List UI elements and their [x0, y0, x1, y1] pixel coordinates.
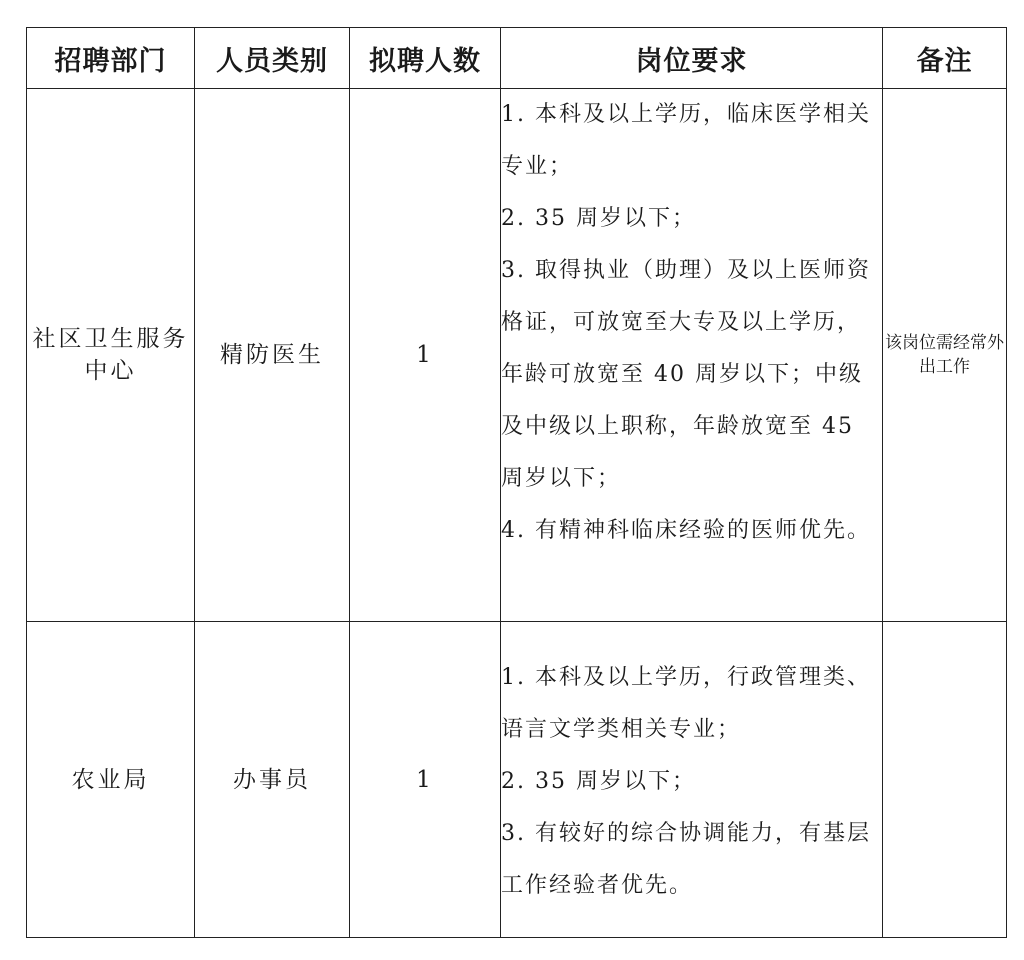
category-cell: 办事员 — [195, 622, 350, 938]
department-cell: 农业局 — [27, 622, 195, 938]
header-department: 招聘部门 — [27, 28, 195, 89]
requirement-item: 2. 35 周岁以下； — [501, 769, 696, 794]
category-cell: 精防医生 — [195, 89, 350, 622]
requirement-item: 1. 本科及以上学历，行政管理类、语言文学类相关专业； — [501, 665, 871, 742]
table-row — [27, 622, 1007, 938]
requirements-cell — [501, 89, 883, 622]
notes-cell — [883, 622, 1007, 938]
header-count: 拟聘人数 — [350, 28, 501, 89]
requirement-item: 3. 取得执业（助理）及以上医师资格证，可放宽至大专及以上学历，年龄可放宽至 40 周岁以下；中级及中级以上职称，年龄放宽至 45 周岁以下； — [501, 258, 871, 491]
count-cell: 1 — [350, 89, 501, 622]
requirements-cell — [501, 622, 883, 938]
recruitment-table — [26, 27, 1007, 938]
requirement-item: 4. 有精神科临床经验的医师优先。 — [501, 518, 871, 543]
header-notes: 备注 — [883, 28, 1007, 89]
notes-cell: 该岗位需经常外出工作 — [883, 89, 1007, 622]
table-row — [27, 89, 1007, 622]
requirement-item: 3. 有较好的综合协调能力，有基层工作经验者优先。 — [501, 821, 871, 898]
requirement-item: 1. 本科及以上学历，临床医学相关专业； — [501, 102, 871, 179]
header-requirements: 岗位要求 — [501, 28, 883, 89]
requirement-item: 2. 35 周岁以下； — [501, 206, 696, 231]
department-cell: 社区卫生服务中心 — [27, 89, 195, 622]
header-row — [27, 28, 1007, 89]
header-category: 人员类别 — [195, 28, 350, 89]
count-cell: 1 — [350, 622, 501, 938]
